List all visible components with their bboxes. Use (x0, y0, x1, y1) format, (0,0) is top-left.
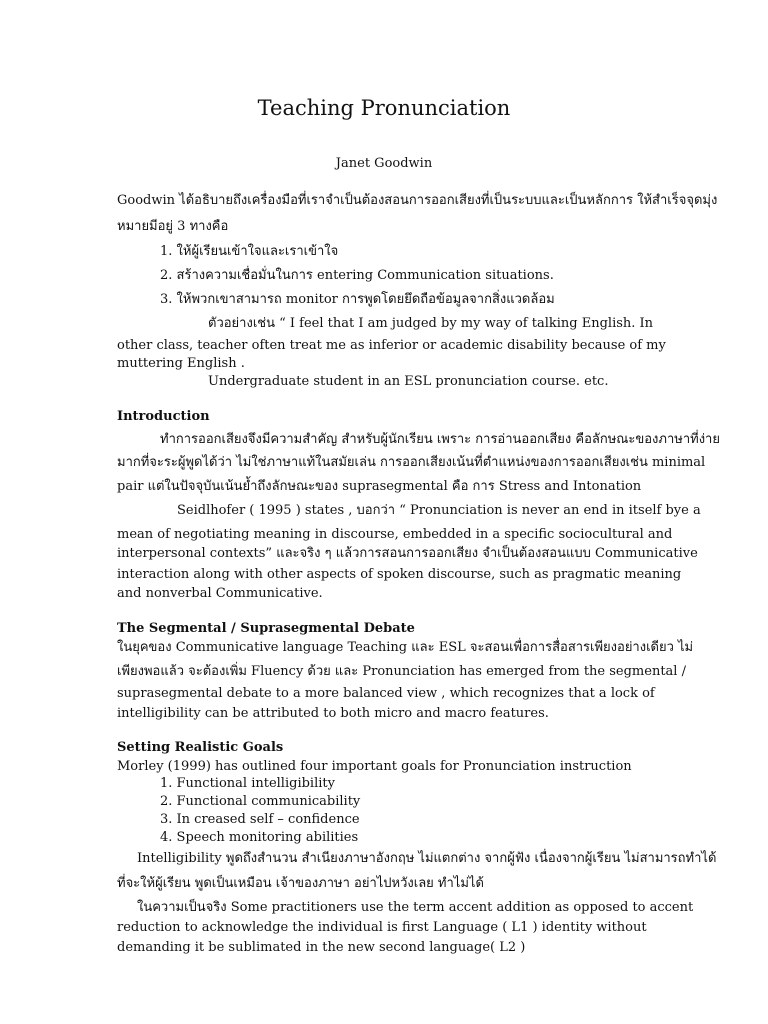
body-line: ในความเป็นจริง Some practitioners use the term accent addition as opposed to accent (137, 900, 694, 915)
list-item: 2. สร้างความเชื่อมั่นในการ entering Communication situations. (160, 268, 554, 283)
body-line: demanding it be sublimated in the new second language( L2 ) (117, 940, 526, 955)
body-line: Morley (1999) has outlined four important goals for Pronunciation instruction (117, 759, 632, 774)
author-name: Janet Goodwin (335, 156, 433, 171)
section-heading-introduction: Introduction (117, 409, 210, 424)
body-line: and nonverbal Communicative. (117, 586, 323, 601)
body-line: reduction to acknowledge the individual is first Language ( L1 ) identity without (117, 920, 647, 935)
body-line: suprasegmental debate to a more balanced view , which recognizes that a lock of (117, 686, 655, 701)
list-item: 3. ให้พวกเขาสามารถ monitor การพูดโดยยึดถือข้อมูลจากสิ่งแวดล้อม (160, 292, 555, 307)
body-line: Seidlhofer ( 1995 ) states , บอกว่า “ Pronunciation is never an end in itself bye a (177, 503, 701, 518)
quote-line: other class, teacher often treat me as inferior or academic disability because of my (117, 338, 666, 353)
list-item: 2. Functional communicability (160, 794, 361, 809)
body-line: ทำการออกเสียงจึงมีความสำคัญ สำหรับผู้นักเรียน เพราะ การอ่านออกเสียง คือลักษณะของภาษาที่ง่าย (160, 432, 720, 447)
body-line: interaction along with other aspects of spoken discourse, such as pragmatic meaning (117, 567, 682, 582)
quote-line: ตัวอย่างเช่น “ I feel that I am judged by my way of talking English. In (208, 316, 654, 331)
list-item: 1. ให้ผู้เรียนเข้าใจและเราเข้าใจ (160, 244, 339, 259)
list-item: 3. In creased self – confidence (160, 812, 360, 827)
list-item: 4. Speech monitoring abilities (160, 830, 359, 845)
list-item: 1. Functional intelligibility (160, 776, 335, 791)
body-line: intelligibility can be attributed to both micro and macro features. (117, 706, 549, 721)
section-heading-debate: The Segmental / Suprasegmental Debate (117, 621, 415, 636)
body-line: ในยุคของ Communicative language Teaching และ ESL จะสอนเพื่อการสื่อสารเพียงอย่างเดียว ไม่ (117, 640, 694, 655)
body-line: interpersonal contexts” และจริง ๆ แล้วการสอนการออกเสียง จำเป็นต้องสอนแบบ Communicative (117, 546, 698, 561)
body-line: Intelligibility พูดถึงสำนวน สำเนียงภาษาอังกฤษ ไม่แตกต่าง จากผู้ฟัง เนื่องจากผู้เรียน ไม่สามารถทำได้ (137, 851, 717, 866)
page-title: Teaching Pronunciation (257, 96, 511, 120)
body-line: pair แต่ในปัจจุบันเน้นย้ำถึงลักษณะของ suprasegmental คือ การ Stress and Intonation (117, 479, 642, 494)
body-line: ที่จะให้ผู้เรียน พูดเป็นเหมือน เจ้าของภาษา อย่าไปหวังเลย ทำไม่ได้ (117, 876, 484, 891)
quote-source: Undergraduate student in an ESL pronunciation course. etc. (208, 374, 609, 389)
section-heading-goals: Setting Realistic Goals (117, 740, 284, 755)
body-line: เพียงพอแล้ว จะต้องเพิ่ม Fluency ด้วย และ Pronunciation has emerged from the segmental / (117, 664, 686, 679)
body-line: หมายมีอยู่ 3 ทางคือ (117, 219, 229, 234)
body-line: มากที่จะระผู้พูดได้ว่า ไม่ใช่ภาษาแท้ในสมัยเล่น การออกเสียงเน้นที่ตำแหน่งของการออกเสียงเช่น minimal (117, 455, 706, 470)
quote-line: muttering English . (117, 356, 245, 371)
body-line: Goodwin ได้อธิบายถึงเครื่องมือที่เราจำเป็นต้องสอนการออกเสียงที่เป็นระบบและเป็นหลักการ ให้สำเร็จจุดมุ่ง (117, 193, 718, 208)
body-line: mean of negotiating meaning in discourse, embedded in a specific sociocultural and (117, 527, 673, 542)
